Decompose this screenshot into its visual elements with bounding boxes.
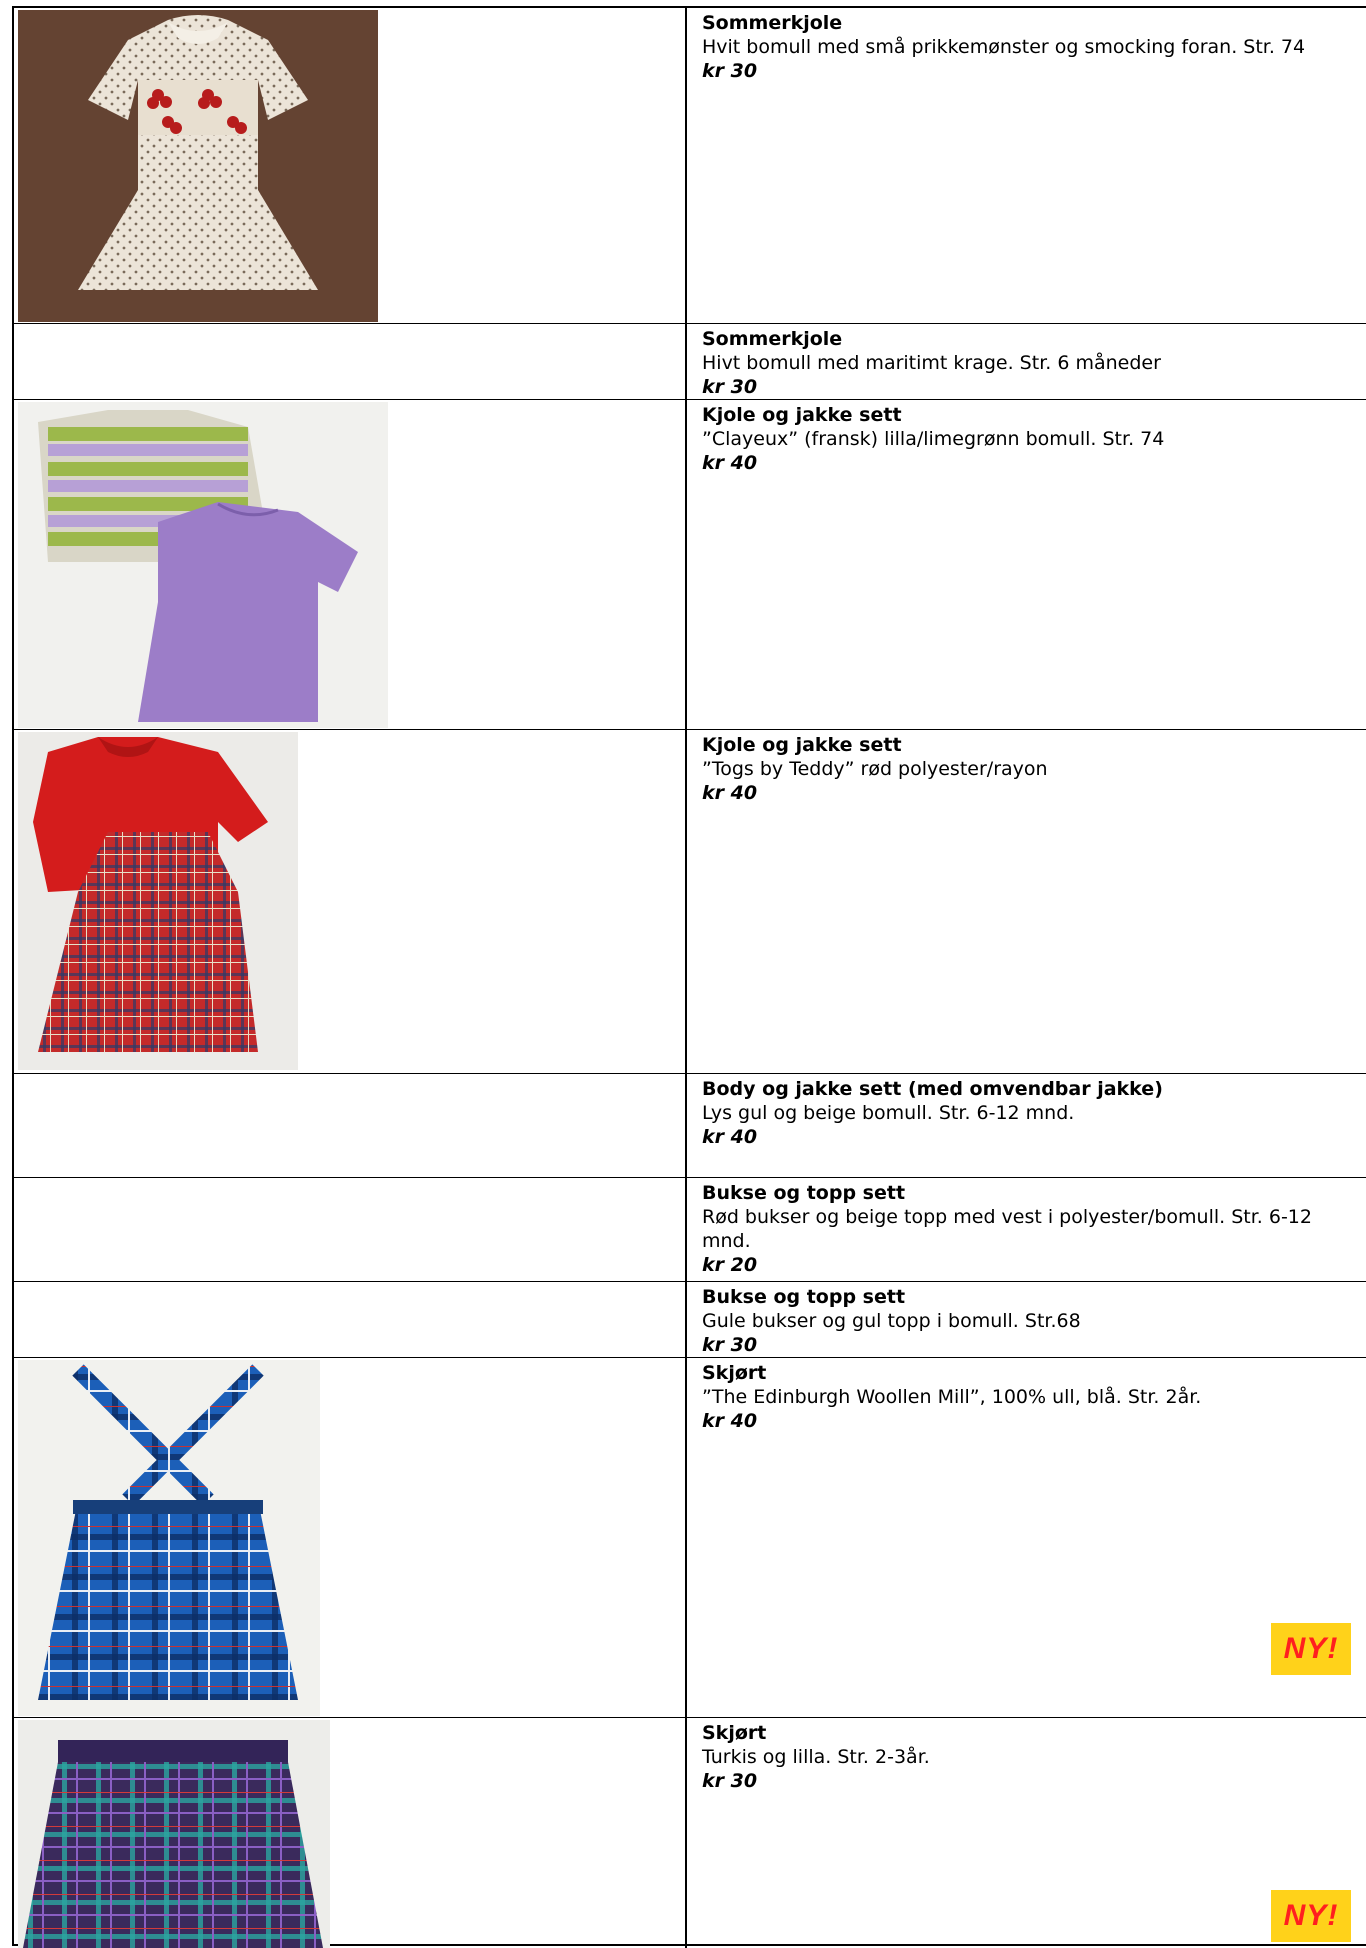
item-description: Turkis og lilla. Str. 2-3år. bbox=[702, 1746, 930, 1768]
photo-cell bbox=[14, 1358, 687, 1717]
item-price: kr 40 bbox=[702, 782, 758, 804]
item-title: Bukse og topp sett bbox=[702, 1182, 906, 1204]
item-description: ”Togs by Teddy” rød polyester/rayon bbox=[702, 758, 1048, 780]
item-price: kr 30 bbox=[702, 60, 758, 82]
item-title: Sommerkjole bbox=[702, 328, 843, 350]
description-cell bbox=[687, 324, 1366, 399]
photo-cell bbox=[14, 400, 687, 729]
item-price: kr 30 bbox=[702, 376, 758, 398]
item-title: Body og jakke sett (med omvendbar jakke) bbox=[702, 1078, 1163, 1100]
item-price: kr 40 bbox=[702, 1410, 758, 1432]
photo-cell bbox=[14, 1074, 687, 1177]
item-price: kr 40 bbox=[702, 452, 758, 474]
item-description: ”Clayeux” (fransk) lilla/limegrønn bomull. Str. 74 bbox=[702, 428, 1165, 450]
catalog-row bbox=[14, 1718, 1366, 1948]
catalog-row bbox=[14, 1178, 1366, 1282]
item-description: Hvit bomull med små prikkemønster og smocking foran. Str. 74 bbox=[702, 36, 1306, 58]
description-cell bbox=[687, 1178, 1366, 1281]
photo-cell bbox=[14, 1282, 687, 1357]
catalog-row bbox=[14, 1074, 1366, 1178]
catalog-row bbox=[14, 730, 1366, 1074]
photo-cell bbox=[14, 1718, 687, 1948]
description-cell bbox=[687, 400, 1366, 729]
item-title: Kjole og jakke sett bbox=[702, 734, 902, 756]
photo-cell bbox=[14, 8, 687, 323]
description-cell bbox=[687, 8, 1366, 323]
description-cell bbox=[687, 1282, 1366, 1357]
item-description: ”The Edinburgh Woollen Mill”, 100% ull, blå. Str. 2år. bbox=[702, 1386, 1202, 1408]
red-tartan-dress-jacket-photo bbox=[18, 732, 298, 1070]
item-price: kr 40 bbox=[702, 1126, 758, 1148]
item-description: Rød bukser og beige topp med vest i polyester/bomull. Str. 6-12 mnd. bbox=[702, 1206, 1312, 1252]
description-cell bbox=[687, 730, 1366, 1073]
photo-cell bbox=[14, 324, 687, 399]
white-polka-dot-dress-photo bbox=[18, 10, 378, 322]
catalog-row bbox=[14, 1282, 1366, 1358]
item-price: kr 30 bbox=[702, 1770, 758, 1792]
item-title: Sommerkjole bbox=[702, 12, 843, 34]
photo-cell bbox=[14, 730, 687, 1073]
description-cell bbox=[687, 1358, 1366, 1717]
purple-turquoise-tartan-skirt-photo bbox=[18, 1720, 330, 1948]
catalog-row bbox=[14, 1358, 1366, 1718]
description-cell bbox=[687, 1718, 1366, 1948]
description-cell bbox=[687, 1074, 1366, 1177]
new-badge: NY! bbox=[1271, 1890, 1351, 1942]
catalog-row bbox=[14, 400, 1366, 730]
item-price: kr 30 bbox=[702, 1334, 758, 1356]
item-price: kr 20 bbox=[702, 1254, 758, 1276]
item-description: Gule bukser og gul topp i bomull. Str.68 bbox=[702, 1310, 1081, 1332]
item-description: Lys gul og beige bomull. Str. 6-12 mnd. bbox=[702, 1102, 1075, 1124]
lilac-lime-cardigan-dress-photo bbox=[18, 402, 388, 728]
item-description: Hivt bomull med maritimt krage. Str. 6 måneder bbox=[702, 352, 1161, 374]
item-title: Kjole og jakke sett bbox=[702, 404, 902, 426]
new-badge: NY! bbox=[1271, 1623, 1351, 1675]
item-title: Skjørt bbox=[702, 1722, 767, 1744]
blue-tartan-pinafore-skirt-photo bbox=[18, 1360, 320, 1716]
photo-cell bbox=[14, 1178, 687, 1281]
catalog-table bbox=[12, 6, 1366, 1946]
item-title: Skjørt bbox=[702, 1362, 767, 1384]
catalog-row bbox=[14, 324, 1366, 400]
catalog-row bbox=[14, 8, 1366, 324]
item-title: Bukse og topp sett bbox=[702, 1286, 906, 1308]
